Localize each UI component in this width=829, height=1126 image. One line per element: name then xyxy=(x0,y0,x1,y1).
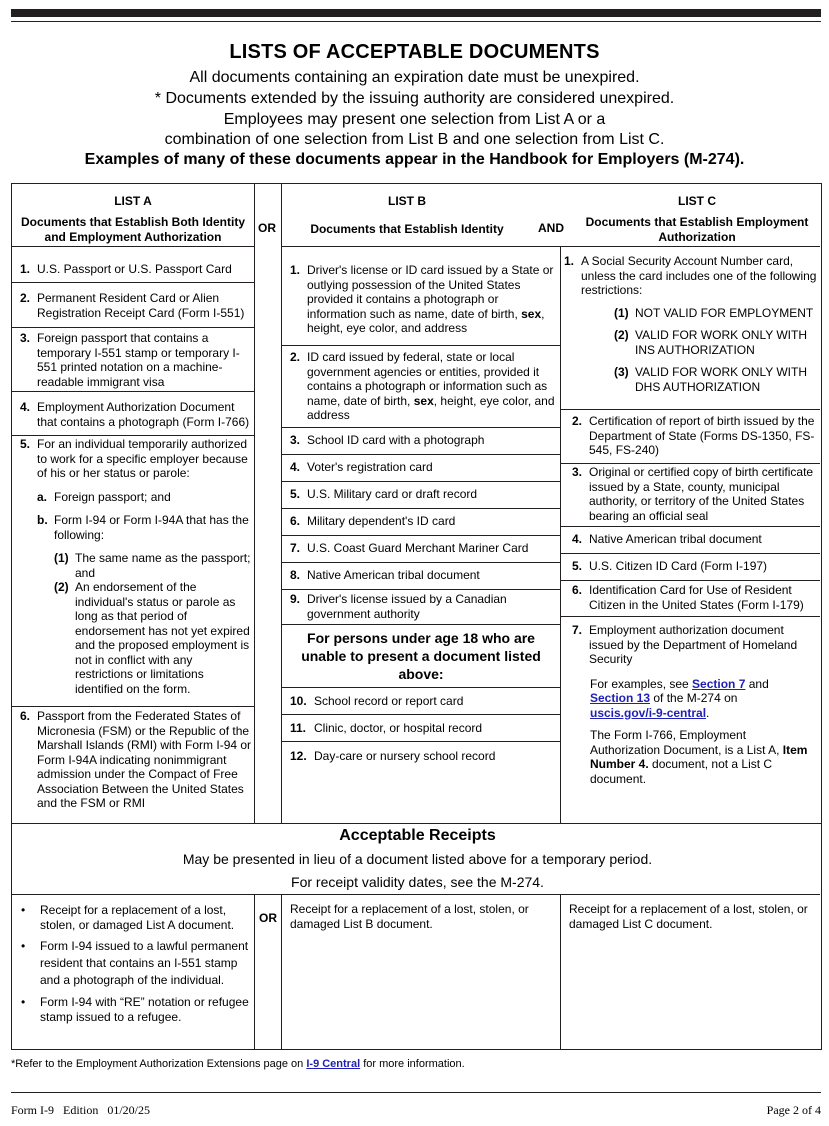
list-c-examples xyxy=(572,677,804,721)
list-a-title: LIST A xyxy=(114,194,152,208)
row-rule xyxy=(560,580,820,581)
and-label: AND xyxy=(538,221,564,235)
receipts-list-c: Receipt for a replacement of a lost, stolen, or damaged List C document. xyxy=(569,902,808,931)
item-number: 1. xyxy=(564,254,575,268)
receipts-line-2: For receipt validity dates, see the M-274. xyxy=(291,874,544,890)
restriction-text: NOT VALID FOR EMPLOYMENT xyxy=(635,305,814,320)
list-b-item-8 xyxy=(290,568,556,583)
item-text: U.S. Passport or U.S. Passport Card xyxy=(37,262,232,276)
item-text: U.S. Citizen ID Card (Form I-197) xyxy=(589,559,768,573)
item-number: 6. xyxy=(572,583,583,597)
row-rule xyxy=(560,409,820,410)
item-number: 10. xyxy=(290,694,307,708)
list-b-item-6 xyxy=(290,514,556,529)
restriction-number: (3) xyxy=(614,365,629,379)
item-text: Identification Card for Use of Resident Citizen in the United States (Form I-179) xyxy=(589,583,804,612)
item-text-end: , height, eye color, and address xyxy=(307,306,545,335)
row-rule xyxy=(560,616,820,617)
list-a-header xyxy=(12,194,254,245)
item-text: Driver's license issued by a Canadian government authority xyxy=(307,592,507,621)
list-c-form-i766-note xyxy=(572,728,812,786)
row-rule xyxy=(281,508,560,509)
note-text-end: document, not a List C document. xyxy=(590,757,773,786)
item-text: Driver's license or ID card issued by a State or outlying possession of the United States provided it contains a photograph or information such as name, date of birth, xyxy=(307,263,554,321)
form-edition: Form I-9 Edition 01/20/25 xyxy=(11,1103,150,1117)
item-number: 6. xyxy=(290,514,301,528)
restriction-text: VALID FOR WORK ONLY WITH INS AUTHORIZATION xyxy=(635,328,808,357)
section-13-link[interactable]: Section 13 xyxy=(590,691,651,705)
item-text: Day-care or nursery school record xyxy=(314,749,496,763)
item-text: School ID card with a photograph xyxy=(307,433,485,447)
restriction-number: (1) xyxy=(614,305,629,320)
page-number: Page 2 of 4 xyxy=(766,1103,821,1117)
item-number: 5. xyxy=(572,559,583,573)
under-18-heading: For persons under age 18 who are unable to present a document listed above: xyxy=(301,630,541,682)
documents-table xyxy=(11,183,822,824)
item-text: Permanent Resident Card or Alien Registration Receipt Card (Form I-551) xyxy=(37,291,245,320)
row-rule xyxy=(281,589,560,590)
row-rule xyxy=(281,687,560,688)
receipts-list-a xyxy=(21,903,249,1030)
item-number: 3. xyxy=(20,331,31,345)
instruction-line-2: * Documents extended by the issuing authority are considered unexpired. xyxy=(154,90,675,107)
receipts-divider xyxy=(281,894,282,1049)
instruction-line-1: All documents containing an expiration date must be unexpired. xyxy=(189,69,640,86)
item-number: 7. xyxy=(572,623,583,637)
list-b-item-12 xyxy=(290,749,556,764)
row-rule xyxy=(281,345,560,346)
bullet-dot: • xyxy=(21,939,26,953)
list-a-item-4 xyxy=(20,400,252,429)
item-number: 2. xyxy=(20,291,31,305)
section-7-link[interactable]: Section 7 xyxy=(692,676,746,691)
item-text: U.S. Military card or draft record xyxy=(307,487,478,501)
item-number: 11. xyxy=(290,721,307,735)
item-text-end: , height, eye color, and address xyxy=(307,393,555,422)
sub-sub-text: The same name as the passport; and xyxy=(75,551,251,580)
sub-sub-number: (2) xyxy=(54,580,69,594)
list-a-item-3 xyxy=(20,331,242,389)
item-text: Native American tribal document xyxy=(589,532,762,546)
receipts-divider xyxy=(254,894,255,1049)
item-number: 1. xyxy=(290,263,301,277)
item-number: 5. xyxy=(20,437,31,451)
top-rule-thick xyxy=(11,9,821,17)
item-number: 5. xyxy=(290,487,301,501)
item-text: ID card issued by federal, state or local government agencies or entities, provided it contains a photograph or information such as name, date of birth, xyxy=(307,350,548,408)
item-number: 8. xyxy=(290,568,301,582)
item-number: 7. xyxy=(290,541,301,555)
sub-letter: b. xyxy=(37,513,48,527)
sub-letter: a. xyxy=(37,489,48,504)
item-number: 2. xyxy=(290,350,301,364)
sub-text: Form I-94 or Form I-94A that has the following: xyxy=(54,513,249,542)
receipts-list-b: Receipt for a replacement of a lost, stolen, or damaged List B document. xyxy=(290,902,529,931)
or-label: OR xyxy=(258,221,276,235)
item-number: 4. xyxy=(290,460,301,474)
item-text: For an individual temporarily authorized to work for a specific employer because of his or her status or parole: xyxy=(37,437,248,480)
list-c-item-5 xyxy=(572,559,818,574)
footnote-text: *Refer to the Employment Authorization Extensions page on xyxy=(11,1058,307,1070)
item-number: 3. xyxy=(290,433,301,447)
row-rule xyxy=(560,526,820,527)
list-c-item-3 xyxy=(572,465,818,523)
header-rule-a xyxy=(12,246,254,247)
instruction-line-3: Employees may present one selection from List A or a xyxy=(223,111,606,128)
bullet-dot: • xyxy=(21,995,26,1009)
footer-rule xyxy=(11,1092,821,1093)
sub-sub-text: An endorsement of the individual's status or parole as long as that period of endorsement has not yet expired and the proposed employment is not in conflict with any restrictions or limitations identified on the form. xyxy=(75,580,250,696)
row-rule xyxy=(12,327,254,328)
item-text: Native American tribal document xyxy=(307,568,480,582)
list-b-item-11 xyxy=(290,721,556,736)
item-text: Foreign passport that contains a temporary I-551 stamp or temporary I-551 printed notation on a machine-readable immigrant visa xyxy=(37,331,240,389)
list-c-header xyxy=(577,194,817,245)
sub-text: Foreign passport; and xyxy=(54,489,171,504)
examples-end: . xyxy=(706,705,710,720)
item-number: 6. xyxy=(20,709,31,723)
list-b-item-3 xyxy=(290,433,556,448)
list-a-subtitle: Documents that Establish Both Identity and Employment Authorization xyxy=(20,215,245,244)
divider-b-c xyxy=(560,246,561,823)
i9-central-url-link[interactable]: uscis.gov/i-9-central xyxy=(590,705,707,720)
list-b-item-7 xyxy=(290,541,556,556)
i9-central-link[interactable]: I-9 Central xyxy=(306,1058,361,1070)
list-c-item-1 xyxy=(564,254,818,394)
list-b-subtitle: Documents that Establish Identity xyxy=(310,222,504,236)
receipts-divider xyxy=(560,894,561,1049)
list-a-item-6 xyxy=(20,709,252,811)
sub-sub-number: (1) xyxy=(54,551,69,565)
row-rule xyxy=(281,427,560,428)
list-c-subtitle: Documents that Establish Employment Authorization xyxy=(585,215,809,244)
item-text: Employment authorization document issued by the Department of Homeland Security xyxy=(589,623,798,666)
list-b-header xyxy=(292,194,522,237)
item-bold-word: sex xyxy=(413,393,434,408)
row-rule xyxy=(281,481,560,482)
item-number: 12. xyxy=(290,749,307,763)
top-rule-thin xyxy=(11,21,821,22)
item-text: Certification of report of birth issued by the Department of State (Forms DS-1350, FS-545, FS-240) xyxy=(589,414,815,457)
row-rule xyxy=(12,706,254,707)
item-text: U.S. Coast Guard Merchant Mariner Card xyxy=(307,541,529,555)
receipt-a-bullet-1: Receipt for a replacement of a lost, stolen, or damaged List A document. xyxy=(40,903,235,932)
item-number: 4. xyxy=(572,532,583,546)
list-b-item-10 xyxy=(290,694,556,709)
note-text: The Form I-766, Employment Authorization Document, is a List A, xyxy=(590,728,783,757)
receipts-line-1: May be presented in lieu of a document listed above for a temporary period. xyxy=(182,851,653,867)
divider-a-or xyxy=(254,184,255,823)
receipt-a-bullet-2: Form I-94 issued to a lawful permanent resident that contains an I-551 stamp and a photograph of the individual. xyxy=(40,939,249,987)
receipts-or-label: OR xyxy=(259,911,277,925)
list-b-item-2 xyxy=(290,350,556,423)
handbook-note: Examples of many of these documents appear in the Handbook for Employers (M-274). xyxy=(84,151,745,168)
item-text: Military dependent's ID card xyxy=(307,514,456,528)
item-number: 9. xyxy=(290,592,301,606)
item-bold-word: sex xyxy=(521,306,542,321)
row-rule xyxy=(281,714,560,715)
list-a-item-5 xyxy=(20,437,252,696)
list-a-item-1 xyxy=(20,262,252,277)
list-c-item-6 xyxy=(572,583,818,612)
list-b-title: LIST B xyxy=(388,194,426,208)
examples-and: and xyxy=(745,676,769,691)
item-number: 1. xyxy=(20,262,31,276)
row-rule xyxy=(281,454,560,455)
item-text: Voter's registration card xyxy=(307,460,433,474)
row-rule xyxy=(12,435,254,436)
list-b-item-1 xyxy=(290,263,556,336)
row-rule xyxy=(12,391,254,392)
list-c-item-4 xyxy=(572,532,818,547)
receipts-rule xyxy=(12,894,820,895)
item-number: 2. xyxy=(572,414,583,428)
acceptable-receipts-section xyxy=(11,824,822,1050)
item-text: Clinic, doctor, or hospital record xyxy=(314,721,483,735)
item-text: Passport from the Federated States of Micronesia (FSM) or the Republic of the Marshall Islands (RMI) with Form I-94 or Form I-94A indicating nonimmigrant admission under the Compact of Free Association Between the United States and the FSM or RMI xyxy=(37,709,252,810)
divider-or-b xyxy=(281,184,282,823)
list-c-item-7 xyxy=(572,623,818,786)
list-b-item-5 xyxy=(290,487,556,502)
footnote xyxy=(11,1058,465,1070)
item-text: School record or report card xyxy=(314,694,464,708)
row-rule xyxy=(560,553,820,554)
list-b-item-9 xyxy=(290,592,526,621)
item-number: 3. xyxy=(572,465,583,479)
examples-text-2: of the M-274 on xyxy=(650,691,738,705)
item-number: 4. xyxy=(20,400,31,414)
row-rule xyxy=(560,463,820,464)
row-rule xyxy=(281,624,560,625)
receipt-a-bullet-3: Form I-94 with “RE” notation or refugee stamp issued to a refugee. xyxy=(40,995,249,1024)
note-bold: Item Number 4. xyxy=(590,742,808,771)
examples-text: For examples, see xyxy=(590,676,693,691)
bullet-dot: • xyxy=(21,903,26,917)
page-title: LISTS OF ACCEPTABLE DOCUMENTS xyxy=(229,41,600,63)
restriction-text: VALID FOR WORK ONLY WITH DHS AUTHORIZATION xyxy=(635,365,808,394)
instruction-line-4: combination of one selection from List B and one selection from List C. xyxy=(164,131,665,148)
row-rule xyxy=(281,741,560,742)
item-text: Original or certified copy of birth certificate issued by a State, county, municipal authority, or territory of the United States bearing an official seal xyxy=(589,465,814,523)
item-text: A Social Security Account Number card, unless the card includes one of the following restrictions: xyxy=(581,254,817,297)
list-c-item-2 xyxy=(572,414,818,458)
row-rule xyxy=(281,562,560,563)
list-c-title: LIST C xyxy=(678,194,716,208)
header-rule-bc xyxy=(281,246,820,247)
restriction-number: (2) xyxy=(614,328,629,342)
list-a-item-2 xyxy=(20,291,252,320)
receipts-title: Acceptable Receipts xyxy=(339,827,496,844)
row-rule xyxy=(281,535,560,536)
list-b-item-4 xyxy=(290,460,556,475)
footnote-text-end: for more information. xyxy=(360,1058,465,1070)
row-rule xyxy=(12,282,254,283)
item-text: Employment Authorization Document that contains a photograph (Form I-766) xyxy=(37,400,250,429)
